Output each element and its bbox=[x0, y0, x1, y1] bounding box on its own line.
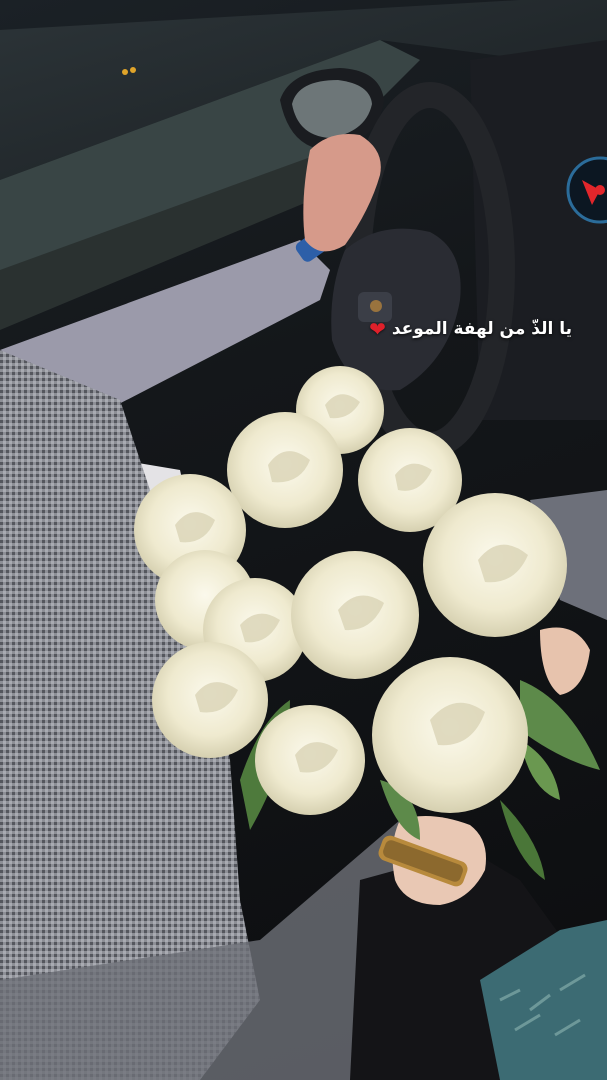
story-caption bbox=[320, 314, 572, 344]
rose bbox=[227, 412, 343, 528]
rose bbox=[255, 705, 365, 815]
caption-text: يا الذّ من لهفة الموعد bbox=[391, 319, 572, 339]
heart-emoji-icon: ❤ bbox=[369, 317, 386, 341]
rose bbox=[152, 642, 268, 758]
white-roses-bouquet bbox=[134, 366, 567, 815]
rose bbox=[291, 551, 419, 679]
rose bbox=[423, 493, 567, 637]
rose bbox=[372, 657, 528, 813]
